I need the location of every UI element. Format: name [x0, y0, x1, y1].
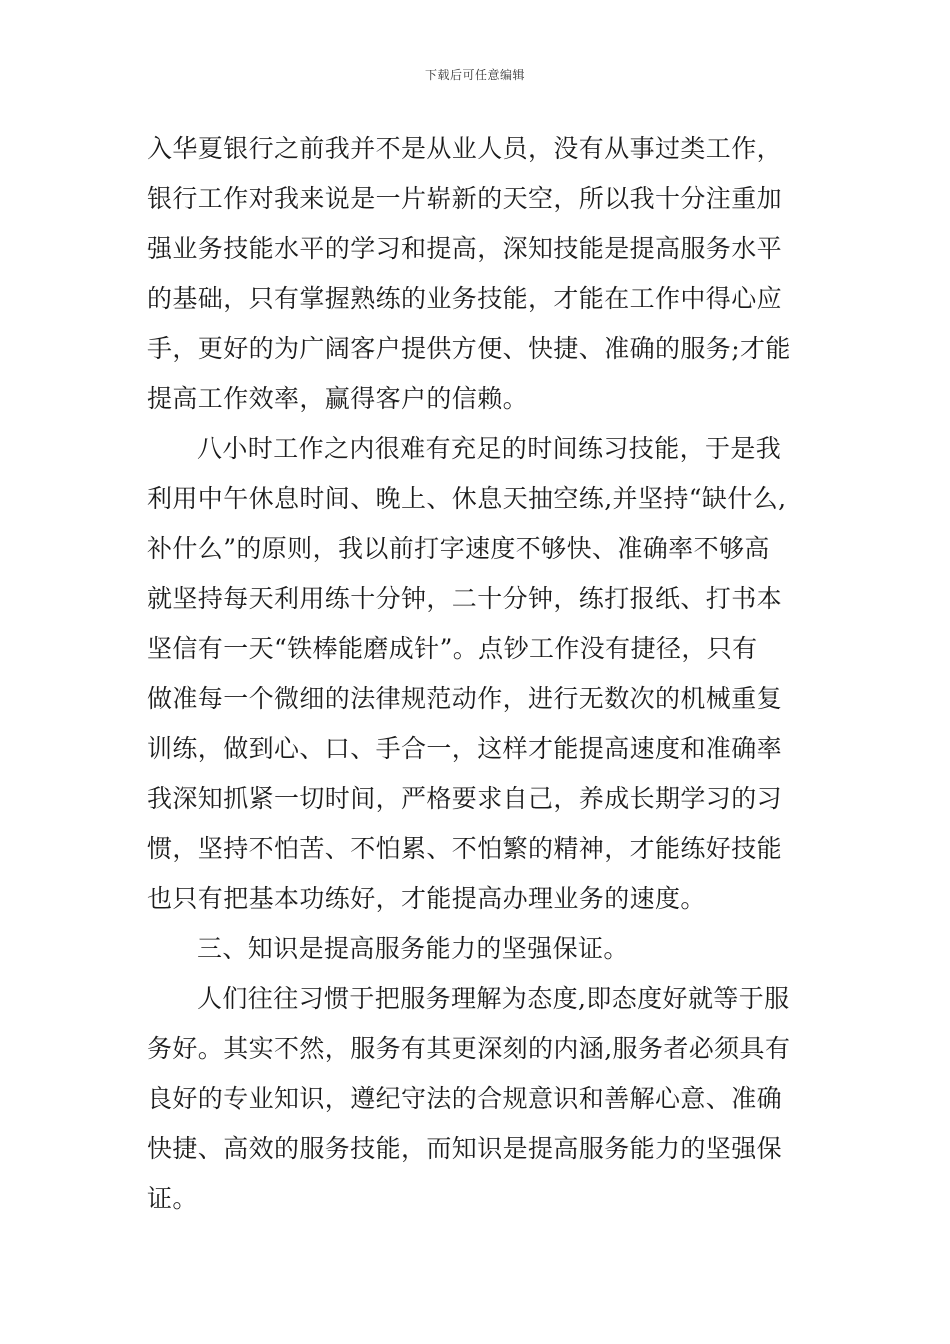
text-line: 做准每一个微细的法律规范动作，进行无数次的机械重复	[147, 684, 783, 713]
document-body	[147, 124, 817, 1224]
text-line: 补什么”的原则，我以前打字速度不够快、准确率不够高	[147, 534, 770, 563]
text-line: 快捷、高效的服务技能，而知识是提高服务能力的坚强保	[147, 1134, 783, 1163]
text-line: 手，更好的为广阔客户提供方便、快捷、准确的服务;才能	[147, 334, 791, 363]
text-line: 坚信有一天“铁棒能磨成针”。点钞工作没有捷径，只有	[147, 634, 758, 663]
text-line: 惯，坚持不怕苦、不怕累、不怕繁的精神，才能练好技能	[147, 834, 783, 863]
text-line: 务好。其实不然，服务有其更深刻的内涵,服务者必须具有	[147, 1034, 791, 1063]
text-line: 我深知抓紧一切时间，严格要求自己，养成长期学习的习	[147, 784, 783, 813]
paragraph-2	[147, 424, 817, 924]
text-line: 利用中午休息时间、晚上、休息天抽空练,并坚持“缺什么,	[147, 484, 787, 513]
text-line: 入华夏银行之前我并不是从业人员，没有从事过类工作，	[147, 134, 783, 163]
paragraph-4	[147, 974, 817, 1224]
text-line: 训练，做到心、口、手合一，这样才能提高速度和准确率	[147, 734, 783, 763]
text-line: 银行工作对我来说是一片崭新的天空，所以我十分注重加	[147, 184, 783, 213]
text-line: 的基础，只有掌握熟练的业务技能，才能在工作中得心应	[147, 284, 783, 313]
text-line: 良好的专业知识，遵纪守法的合规意识和善解心意、准确	[147, 1084, 783, 1113]
text-line: 证。	[147, 1184, 198, 1213]
header-note: 下载后可任意编辑	[424, 68, 525, 82]
text-line: 八小时工作之内很难有充足的时间练习技能，于是我	[197, 434, 782, 463]
text-line: 人们往往习惯于把服务理解为态度,即态度好就等于服	[197, 984, 790, 1013]
section-heading	[147, 924, 817, 974]
text-line: 也只有把基本功练好，才能提高办理业务的速度。	[147, 884, 706, 913]
text-line: 就坚持每天利用练十分钟，二十分钟，练打报纸、打书本	[147, 584, 783, 613]
paragraph-1	[147, 124, 817, 424]
text-line: 提高工作效率，赢得客户的信赖。	[147, 384, 529, 413]
heading-line: 三、知识是提高服务能力的坚强保证。	[197, 934, 629, 963]
text-line: 强业务技能水平的学习和提高，深知技能是提高服务水平	[147, 234, 783, 263]
